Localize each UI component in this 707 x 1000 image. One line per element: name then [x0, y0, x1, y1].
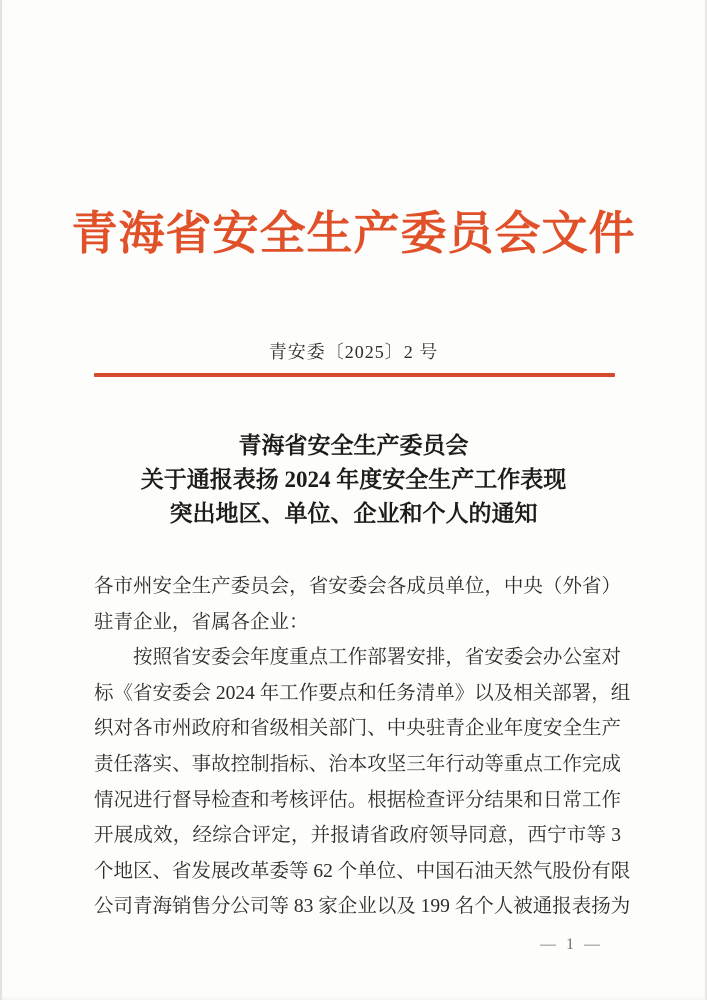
body-line: 各市州安全生产委员会，省安委会各成员单位，中央（外省） [94, 576, 621, 597]
body-line: 公司青海销售分公司等 83 家企业以及 199 名个人被通报表扬为 [94, 896, 631, 918]
body-line: 织对各市州政府和省级相关部门、中央驻青企业年度安全生产 [94, 718, 621, 740]
body-line: 驻青企业，省属各企业： [94, 611, 309, 633]
document-title-line-1: 青海省安全生产委员会 [238, 433, 469, 458]
document-number: 青安委〔2025〕2 号 [268, 342, 439, 362]
body-line: 情况进行督导检查和考核评估。根据检查评分结果和日常工作 [94, 789, 621, 811]
body-line: 标《省安委会 2024 年工作要点和任务清单》以及相关部署，组 [94, 682, 631, 704]
red-masthead-title: 青海省安全生产委员会文件 [71, 208, 636, 259]
body-line: 开展成效，经综合评定，并报请省政府领导同意，西宁市等 3 [94, 825, 621, 847]
document-title [52, 429, 655, 531]
body-line: 责任落实、事故控制指标、治本攻坚三年行动等重点工作完成 [94, 753, 621, 775]
red-divider-rule [94, 373, 615, 377]
page-number: — 1 — [540, 936, 603, 953]
document-title-line-3: 突出地区、单位、企业和个人的通知 [169, 501, 538, 526]
body-line: 按照省安委会年度重点工作部署安排，省安委会办公室对 [133, 647, 621, 669]
body-line: 个地区、省发展改革委等 62 个单位、中国石油天然气股份有限 [94, 860, 631, 882]
document-body [94, 569, 631, 925]
document-title-line-2: 关于通报表扬 2024 年度安全生产工作表现 [140, 467, 567, 492]
